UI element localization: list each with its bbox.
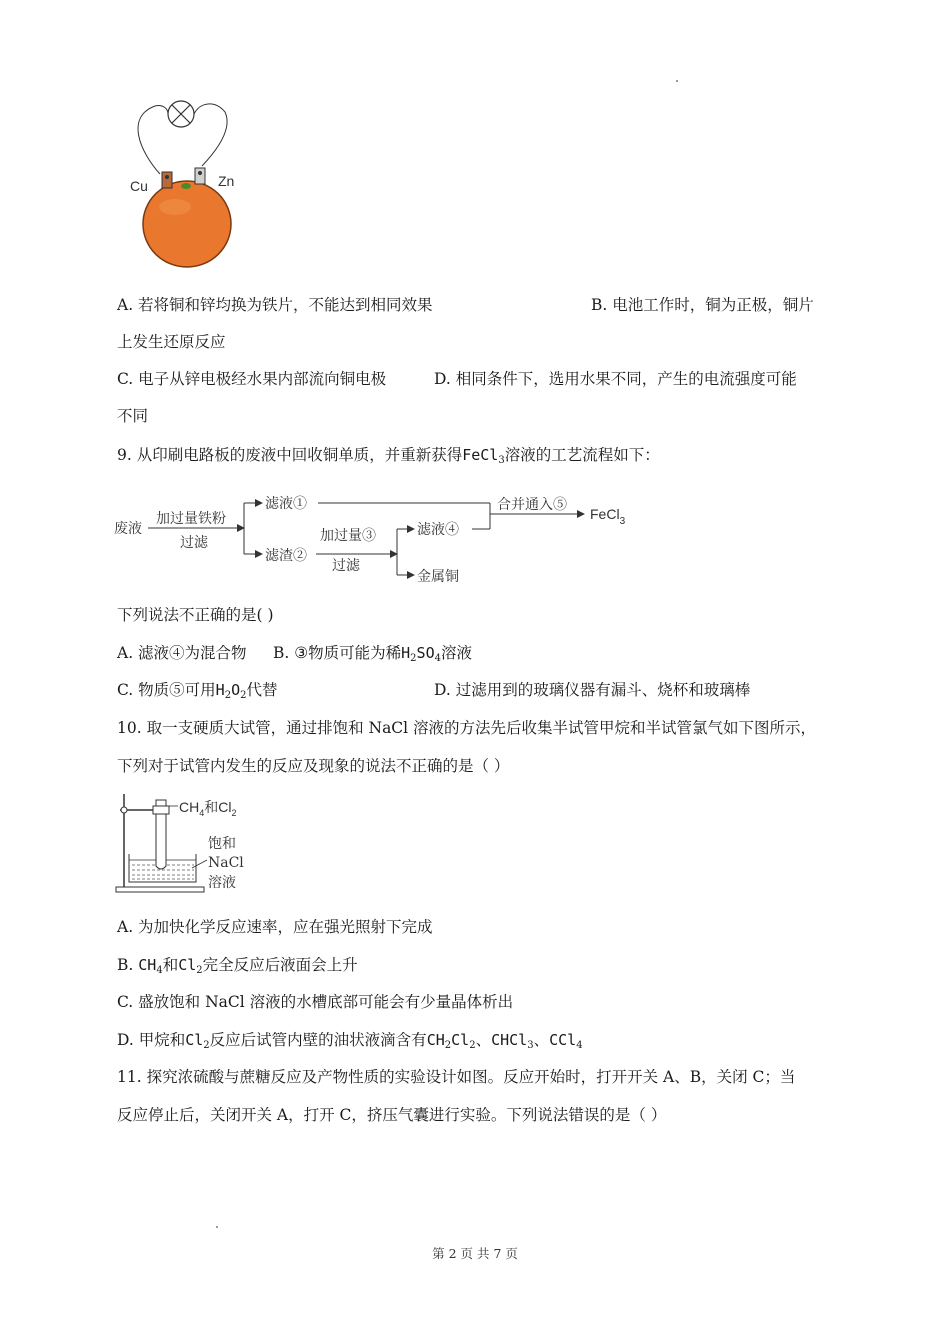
zn-electrode [195,168,205,184]
q9-question: 下列说法不正确的是( ) [117,606,274,624]
fig-solution-label-3: 溶液 [208,875,236,891]
q10-apparatus-figure [112,790,252,896]
flow-step2-bottom: 过滤 [332,558,360,574]
q9-option-a: A. 滤液④为混合物 [117,644,247,662]
cu-label: Cu [130,178,148,194]
q8-option-c: C. 电子从锌电极经水果内部流向铜电极 [117,370,387,388]
q9-process-flowchart [110,485,650,590]
q10-stem-line2: 下列对于试管内发生的反应及现象的说法不正确的是（ ） [117,757,510,775]
zn-label: Zn [218,173,235,189]
q8-option-d-line2: 不同 [117,407,149,425]
q10-option-d: D. 甲烷和$Cl_2$反应后试管内壁的油状液滴含有$CH_2Cl_2$、CHCl$_3$、CCl$_4$ [117,1031,583,1051]
q9-option-c: C. 物质⑤可用$H_2O_2$代替 [117,681,278,701]
scan-dot [216,1226,218,1228]
page-footer: 第 2 页 共 7 页 [432,1246,518,1261]
flow-residue-2: 滤渣② [265,548,307,564]
flow-waste-liquid: 废液 [114,521,142,537]
flow-step2-top: 加过量③ [320,528,376,544]
q8-option-b-line2: 上发生还原反应 [117,333,226,351]
q10-option-c: C. 盛放饱和 NaCl 溶液的水槽底部可能会有少量晶体析出 [117,993,514,1011]
q11-stem-line2: 反应停止后，关闭开关 A，打开 C，挤压气囊进行实验。下列说法错误的是（ ） [117,1106,667,1124]
q11-stem-line1: 11. 探究浓硫酸与蔗糖反应及产物性质的实验设计如图。反应开始时，打开开关 A、B，关闭 C；当 [117,1068,796,1086]
cu-electrode [162,172,172,188]
scan-dot [676,80,678,82]
fig-solution-label-1: 饱和 [208,836,236,852]
flow-combine: 合并通入⑤ [497,497,567,513]
flow-filtrate-1: 滤液① [265,496,307,512]
q9-option-b: B. ③物质可能为稀$H_2SO_4$溶液 [273,644,472,664]
q10-stem-line1: 10. 取一支硬质大试管，通过排饱和 NaCl 溶液的方法先后收集半试管甲烷和半试管氯气如下图所示， [117,719,817,737]
flow-step1-top: 加过量铁粉 [156,511,226,527]
q8-option-a: A. 若将铜和锌均换为铁片，不能达到相同效果 [117,296,433,314]
fruit-battery-figure [120,92,250,272]
fig-gas-label: $CH_4$和$Cl_2$ [179,799,237,818]
orange-fruit [143,181,231,267]
flow-filtrate-4: 滤液④ [417,522,459,538]
flow-product-fecl3: FeCl$_3$ [590,506,626,527]
q10-option-b: B. $CH_4$和$Cl_2$完全反应后液面会上升 [117,956,358,976]
q8-option-b-line1: B. 电池工作时，铜为正极，铜片 [591,296,814,314]
q10-option-a: A. 为加快化学反应速率，应在强光照射下完成 [117,918,433,936]
q8-option-d-line1: D. 相同条件下，选用水果不同，产生的电流强度可能 [434,370,797,388]
flow-metal-copper: 金属铜 [417,569,459,585]
q9-stem: 9. 从印刷电路板的废液中回收铜单质，并重新获得FeCl$_3$溶液的工艺流程如下： [117,446,660,466]
fig-solution-label-2: NaCl [208,855,244,871]
flow-step1-bottom: 过滤 [180,535,208,551]
q9-option-d: D. 过滤用到的玻璃仪器有漏斗、烧杯和玻璃棒 [434,681,751,699]
